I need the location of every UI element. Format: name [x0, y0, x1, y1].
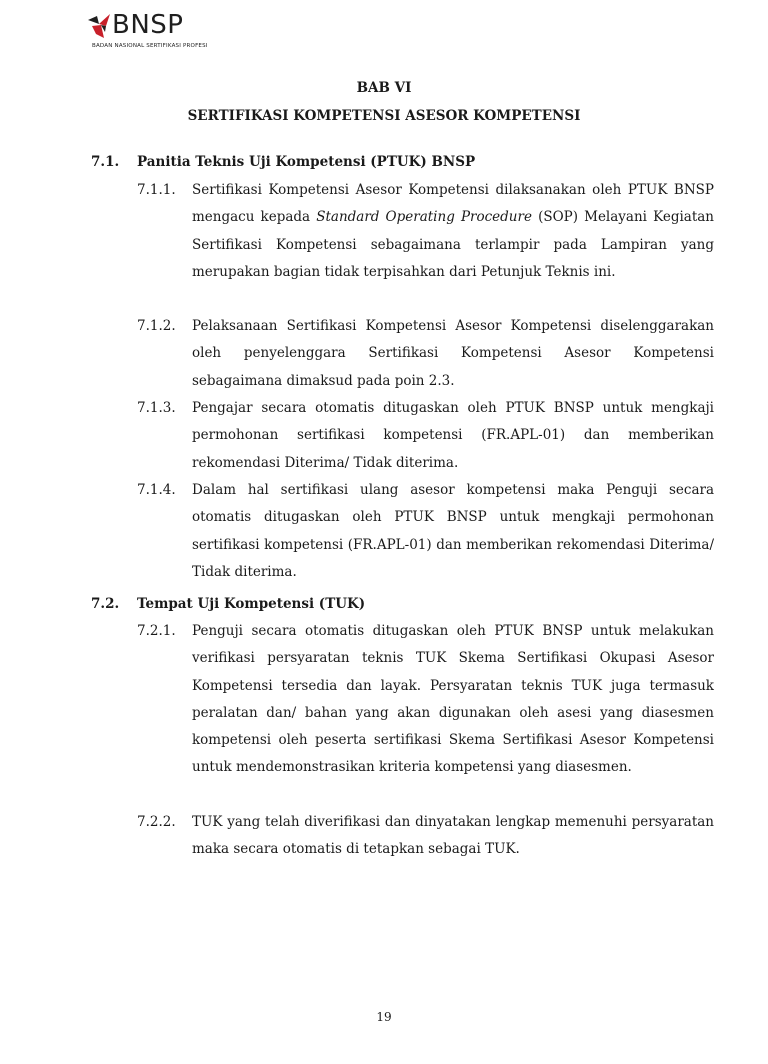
- garuda-icon: [88, 12, 112, 40]
- item-number: 7.1.4.: [137, 482, 176, 498]
- section-number: 7.1.: [91, 154, 120, 170]
- item-number: 7.1.1.: [137, 182, 176, 198]
- logo-text: BNSP: [112, 10, 184, 40]
- item-number: 7.2.2.: [137, 814, 176, 830]
- item-text: TUK yang telah diverifikasi dan dinyatakan lengkap memenuhi persyaratan maka secara otomatis di tetapkan sebagai TUK.: [192, 814, 714, 858]
- item-number: 7.1.2.: [137, 318, 176, 334]
- item-text: Pengajar secara otomatis ditugaskan oleh PTUK BNSP untuk mengkaji permohonan sertifikasi kompetensi (FR.APL-01) dan memberikan rekomendasi Diterima/ Tidak diterima.: [192, 400, 714, 471]
- item-number: 7.2.1.: [137, 623, 176, 639]
- section-title: Panitia Teknis Uji Kompetensi (PTUK) BNSP: [137, 154, 476, 170]
- chapter-title: SERTIFIKASI KOMPETENSI ASESOR KOMPETENSI: [187, 108, 581, 124]
- item-text: Dalam hal sertifikasi ulang asesor kompetensi maka Penguji secara otomatis ditugaskan oleh PTUK BNSP untuk mengkaji permohonan sertifikasi kompetensi (FR.APL-01) dan memberikan rekomendasi Diterima/ Tidak diterima.: [192, 482, 714, 580]
- item-text: Pelaksanaan Sertifikasi Kompetensi Asesor Kompetensi diselenggarakan oleh penyelenggara Sertifikasi Kompetensi Asesor Kompetensi sebagaimana dimaksud pada poin 2.3.: [192, 318, 714, 389]
- item-text: Penguji secara otomatis ditugaskan oleh PTUK BNSP untuk melakukan verifikasi persyaratan teknis TUK Skema Sertifikasi Okupasi Asesor Kompetensi tersedia dan layak. Persyaratan teknis TUK juga termasuk peralatan dan/ bahan yang akan digunakan oleh asesi yang diasesmen kompetensi oleh peserta sertifikasi Skema Sertifikasi Asesor Kompetensi untuk mendemonstrasikan kriteria kompetensi yang diasesmen.: [192, 623, 714, 776]
- chapter-label: BAB VI: [356, 80, 412, 96]
- item-number: 7.1.3.: [137, 400, 176, 416]
- bnsp-logo: [88, 10, 218, 54]
- logo-subtext: BADAN NASIONAL SERTIFIKASI PROFESI: [92, 43, 208, 49]
- item-text: Sertifikasi Kompetensi Asesor Kompetensi dilaksanakan oleh PTUK BNSP mengacu kepada Standard Operating Procedure (SOP) Melayani Kegiatan Sertifikasi Kompetensi sebagaimana terlampir pada Lampiran yang merupakan bagian tidak terpisahkan dari Petunjuk Teknis ini.: [192, 182, 714, 280]
- section-title: Tempat Uji Kompetensi (TUK): [137, 596, 366, 612]
- section-number: 7.2.: [91, 596, 120, 612]
- page-number: 19: [376, 1010, 392, 1024]
